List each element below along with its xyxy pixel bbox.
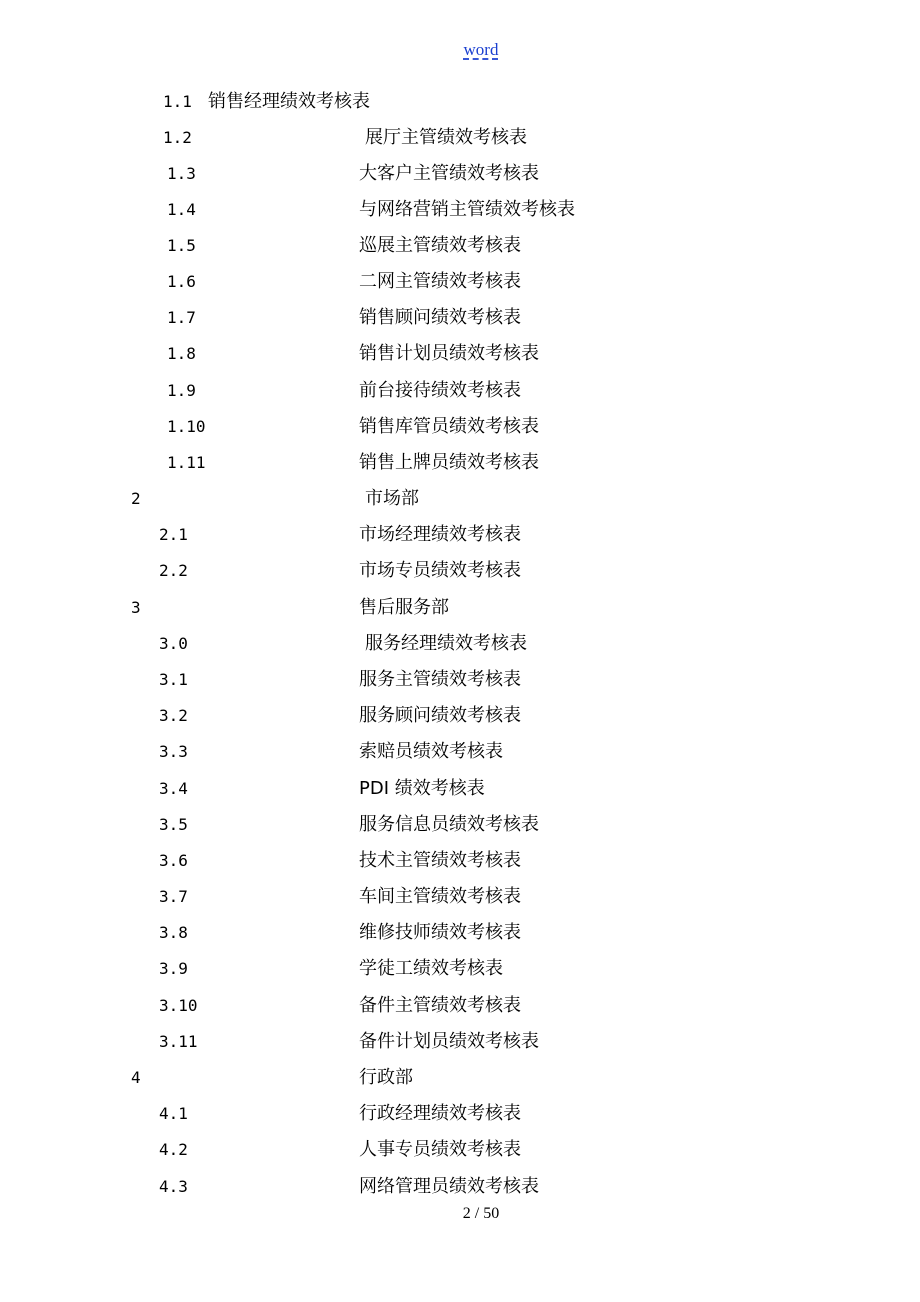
- toc-entry-title: 销售上牌员绩效考核表: [359, 452, 539, 473]
- toc-entry: [0, 268, 920, 296]
- toc-entry-number: 4.3: [159, 1177, 188, 1196]
- toc-entry-number: 1.6: [167, 272, 196, 291]
- toc-entry-title: 售后服务部: [359, 597, 449, 618]
- toc-entry-number: 3.9: [159, 959, 188, 978]
- toc-entry-title: 市场专员绩效考核表: [359, 560, 521, 581]
- toc-entry: [0, 88, 920, 116]
- toc-entry: [0, 304, 920, 332]
- toc-entry: [0, 955, 920, 983]
- toc-entry: [0, 485, 920, 513]
- header-word-link[interactable]: word: [463, 40, 499, 59]
- toc-entry: [0, 847, 920, 875]
- toc-entry-title: 服务顾问绩效考核表: [359, 705, 521, 726]
- toc-entry: [0, 413, 920, 441]
- toc-entry: [0, 883, 920, 911]
- toc-entry: [0, 449, 920, 477]
- toc-entry-title: 二网主管绩效考核表: [359, 271, 521, 292]
- toc-entry-title: 行政经理绩效考核表: [359, 1103, 521, 1124]
- toc-entry: [0, 992, 920, 1020]
- toc-entry-number: 1.1: [163, 92, 192, 111]
- toc-entry: [0, 1064, 920, 1092]
- toc-entry-title: 技术主管绩效考核表: [359, 850, 521, 871]
- toc-entry-title: PDI 绩效考核表: [359, 778, 485, 799]
- toc-entry-title: 展厅主管绩效考核表: [365, 127, 527, 148]
- toc-entry: [0, 811, 920, 839]
- toc-entry-title: 巡展主管绩效考核表: [359, 235, 521, 256]
- toc-entry-title: 服务主管绩效考核表: [359, 669, 521, 690]
- toc-entry-title: 备件计划员绩效考核表: [359, 1031, 539, 1052]
- toc-entry: [0, 1028, 920, 1056]
- toc-entry-number: 1.3: [167, 164, 196, 183]
- toc-entry-title: 大客户主管绩效考核表: [359, 163, 539, 184]
- toc-entry: [0, 630, 920, 658]
- toc-entry: [0, 160, 920, 188]
- toc-entry-number: 1.7: [167, 308, 196, 327]
- toc-entry-title: 学徒工绩效考核表: [359, 958, 503, 979]
- toc-entry-title: 服务经理绩效考核表: [365, 633, 527, 654]
- toc-entry-number: 3.11: [159, 1032, 198, 1051]
- toc-entry-number: 3.3: [159, 742, 188, 761]
- toc-entry-number: 1.8: [167, 344, 196, 363]
- toc-entry-number: 2.2: [159, 561, 188, 580]
- toc-entry: [0, 340, 920, 368]
- toc-entry-title: 服务信息员绩效考核表: [359, 814, 539, 835]
- toc-entry-title: 网络管理员绩效考核表: [359, 1176, 539, 1197]
- toc-entry-number: 3.1: [159, 670, 188, 689]
- toc-entry-title: 备件主管绩效考核表: [359, 995, 521, 1016]
- toc-entry: [0, 1136, 920, 1164]
- toc-entry-number: 3.4: [159, 779, 188, 798]
- toc-entry-title: 市场经理绩效考核表: [359, 524, 521, 545]
- toc-entry-number: 2: [131, 489, 141, 508]
- toc-entry-title: 车间主管绩效考核表: [359, 886, 521, 907]
- toc-entry-number: 1.11: [167, 453, 206, 472]
- toc-entry-title: 销售计划员绩效考核表: [359, 343, 539, 364]
- toc-entry-number: 1.10: [167, 417, 206, 436]
- toc-entry-number: 3.7: [159, 887, 188, 906]
- toc-entry-title: 维修技师绩效考核表: [359, 922, 521, 943]
- toc-entry-number: 2.1: [159, 525, 188, 544]
- toc-entry-title: 索赔员绩效考核表: [359, 741, 503, 762]
- toc-entry-number: 3.6: [159, 851, 188, 870]
- toc-entry-number: 3.2: [159, 706, 188, 725]
- toc-entry: [0, 666, 920, 694]
- toc-entry: [0, 521, 920, 549]
- toc-entry: [0, 124, 920, 152]
- toc-entry-number: 4: [131, 1068, 141, 1087]
- toc-entry-title: 销售库管员绩效考核表: [359, 416, 539, 437]
- toc-entry-number: 1.4: [167, 200, 196, 219]
- toc-entry: [0, 775, 920, 803]
- toc-entry-title: 人事专员绩效考核表: [359, 1139, 521, 1160]
- toc-entry-number: 3.5: [159, 815, 188, 834]
- toc-entry-title: 销售顾问绩效考核表: [359, 307, 521, 328]
- toc-entry-number: 3: [131, 598, 141, 617]
- toc-entry-number: 1.9: [167, 381, 196, 400]
- toc-entry: [0, 594, 920, 622]
- page-number: 2 / 50: [462, 1205, 500, 1222]
- toc-entry-number: 3.0: [159, 634, 188, 653]
- toc-entry-title: 行政部: [359, 1067, 413, 1088]
- toc-entry-title: 市场部: [365, 488, 419, 509]
- toc-entry-number: 1.5: [167, 236, 196, 255]
- toc-entry: [0, 702, 920, 730]
- toc-entry: [0, 1100, 920, 1128]
- toc-entry: [0, 377, 920, 405]
- toc-entry-number: 3.8: [159, 923, 188, 942]
- toc-entry-title: 前台接待绩效考核表: [359, 380, 521, 401]
- toc-entry: [0, 196, 920, 224]
- toc-entry: [0, 1173, 920, 1201]
- toc-entry: [0, 738, 920, 766]
- toc-entry-number: 1.2: [163, 128, 192, 147]
- toc-entry-title: 与网络营销主管绩效考核表: [359, 199, 575, 220]
- toc-entry-number: 4.2: [159, 1140, 188, 1159]
- toc-entry: [0, 557, 920, 585]
- toc-entry: [0, 919, 920, 947]
- toc-entry-number: 4.1: [159, 1104, 188, 1123]
- toc-entry: [0, 232, 920, 260]
- toc-entry-number: 3.10: [159, 996, 198, 1015]
- toc-entry-title: 销售经理绩效考核表: [208, 91, 370, 112]
